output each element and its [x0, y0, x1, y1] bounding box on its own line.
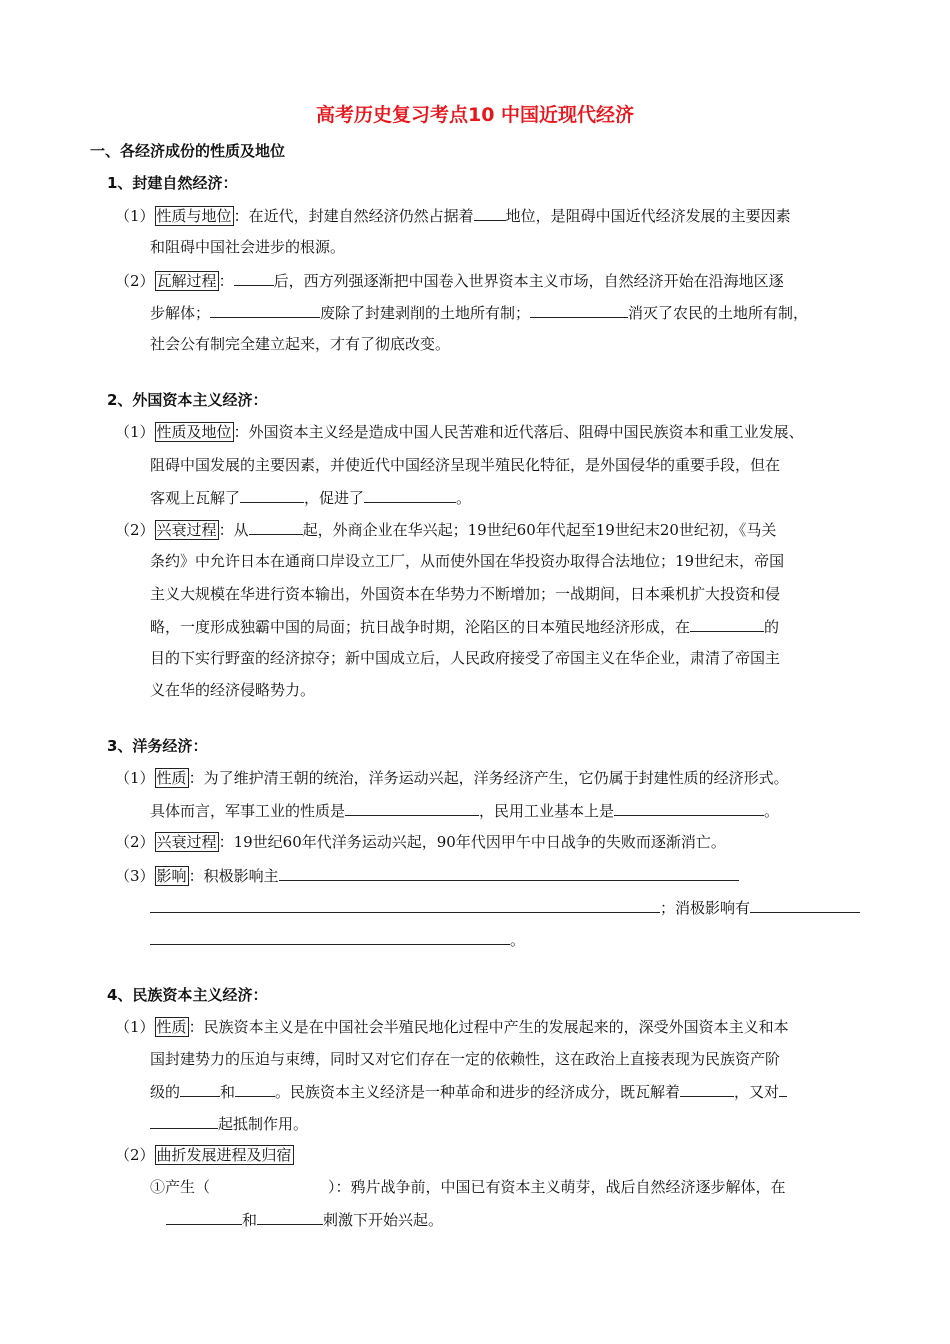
fill-blank[interactable]: [166, 1209, 242, 1225]
keyword-box: 曲折发展进程及归宿: [156, 1146, 292, 1164]
fill-blank[interactable]: [614, 800, 764, 816]
fill-blank[interactable]: [150, 929, 510, 945]
foreign-item-1-line3: 客观上瓦解了 ，促进了 。: [150, 489, 472, 507]
foreign-item-2-line2: 条约》中允许日本在通商口岸设立工厂，从而使外国在华投资办取得合法地位；19世纪末，帝国: [150, 552, 785, 570]
feudal-item-1: （1） 性质与地位 ：在近代，封建自然经济仍然占据着 地位，是阻碍中国近代经济发展的主要因素: [115, 207, 791, 225]
keyword-box: 兴衰过程: [156, 833, 217, 851]
national-item-2-sub-1-cont: 和 刺激下开始兴起。: [166, 1209, 443, 1230]
fill-blank[interactable]: [474, 205, 506, 221]
keyword-box: 性质: [156, 769, 187, 787]
westernization-item-2: （2） 兴衰过程 ：19世纪60年代洋务运动兴起，90年代因甲午中日战争的失败而逐渐消亡。: [115, 833, 726, 851]
fill-blank[interactable]: [345, 800, 479, 816]
fill-blank[interactable]: [257, 1209, 323, 1225]
feudal-item-2: （2） 瓦解过程 ： 后，西方列强逐渐把中国卷入世界资本主义市场，自然经济开始在沿海地区逐: [115, 272, 784, 290]
keyword-box: 兴衰过程: [156, 521, 217, 539]
westernization-item-1-line2: 具体而言，军事工业的性质是 ，民用工业基本上是 。: [150, 802, 780, 820]
feudal-item-1-cont: 和阻碍中国社会进步的根源。: [150, 238, 346, 256]
foreign-item-1: （1） 性质及地位 ：外国资本主义经是造成中国人民苦难和近代落后、阻碍中国民族资本和重工业发展、: [115, 423, 804, 441]
fill-blank[interactable]: [235, 1081, 275, 1097]
fill-blank[interactable]: [150, 1113, 218, 1129]
feudal-item-2-line2: 步解体； 废除了封建剥削的土地所有制； 消灭了农民的土地所有制，: [150, 304, 809, 322]
fill-blank[interactable]: [690, 616, 764, 632]
foreign-item-2-line3: 主义大规模在华进行资本输出，外国资本在华势力不断增加；一战期间，日本乘机扩大投资和侵: [150, 585, 781, 603]
national-item-2: （2） 曲折发展进程及归宿: [115, 1146, 292, 1164]
national-item-2-sub-1: ①产生（ ）：鸦片战争前，中国已有资本主义萌芽，战后自然经济逐步解体，在: [150, 1178, 786, 1196]
national-item-1-line4: 起抵制作用。: [150, 1113, 308, 1134]
national-item-1-line2: 国封建势力的压迫与束缚，同时又对它们存在一定的依赖性，这在政治上直接表现为民族资产阶: [150, 1050, 781, 1068]
subsection-heading-westernization: 3、洋务经济：: [107, 737, 208, 755]
fill-blank[interactable]: [150, 897, 660, 913]
keyword-box: 性质与地位: [156, 207, 232, 225]
fill-blank[interactable]: [750, 897, 860, 913]
foreign-item-2-line4: 略，一度形成独霸中国的局面；抗日战争时期，沦陷区的日本殖民地经济形成，在 的: [150, 618, 780, 636]
subsection-heading-national-capital: 4、民族资本主义经济：: [107, 986, 268, 1004]
fill-blank[interactable]: [180, 1081, 220, 1097]
keyword-box: 性质及地位: [156, 423, 232, 441]
national-item-1-line3: 级的 和 。民族资本主义经济是一种革命和进步的经济成分，既瓦解着 ，又对: [150, 1081, 787, 1102]
fill-blank[interactable]: [240, 487, 304, 503]
foreign-item-2-line5: 目的下实行野蛮的经济掠夺；新中国成立后，人民政府接受了帝国主义在华企业，肃清了帝国主: [150, 649, 781, 667]
keyword-box: 影响: [156, 867, 187, 885]
fill-blank[interactable]: [779, 1081, 787, 1097]
fill-blank[interactable]: [210, 302, 320, 318]
westernization-item-3-line2: ；消极影响有: [150, 897, 860, 918]
foreign-item-2: （2） 兴衰过程 ：从 起，外商企业在华兴起；19世纪60年代起至19世纪末20世纪初，《马关: [115, 521, 777, 539]
page-title: 高考历史复习考点10 中国近现代经济: [315, 104, 635, 126]
westernization-item-3: （3） 影响 ：积极影响主: [115, 865, 739, 886]
westernization-item-3-line3: 。: [150, 929, 525, 950]
fill-blank[interactable]: [680, 1081, 734, 1097]
foreign-item-1-line2: 阻碍中国发展的主要因素，并使近代中国经济呈现半殖民化特征，是外国侵华的重要手段，但在: [150, 456, 781, 474]
national-item-1: （1） 性质 ：民族资本主义是在中国社会半殖民地化过程中产生的发展起来的，深受外国资本主义和本: [115, 1018, 789, 1036]
subsection-heading-feudal: 1、封建自然经济：: [107, 174, 238, 192]
feudal-item-2-line3: 社会公有制完全建立起来，才有了彻底改变。: [150, 335, 451, 353]
section-heading-1: 一、各经济成份的性质及地位: [90, 142, 286, 160]
keyword-box: 性质: [156, 1018, 187, 1036]
fill-blank[interactable]: [530, 302, 628, 318]
keyword-box: 瓦解过程: [156, 272, 217, 290]
fill-blank[interactable]: [249, 519, 303, 535]
subsection-heading-foreign: 2、外国资本主义经济：: [107, 391, 268, 409]
fill-blank[interactable]: [364, 487, 456, 503]
fill-blank[interactable]: [234, 270, 274, 286]
westernization-item-1: （1） 性质 ：为了维护清王朝的统治，洋务运动兴起，洋务经济产生，它仍属于封建性质的经济形式。: [115, 769, 789, 787]
foreign-item-2-line6: 义在华的经济侵略势力。: [150, 681, 316, 699]
fill-blank[interactable]: [279, 865, 739, 881]
